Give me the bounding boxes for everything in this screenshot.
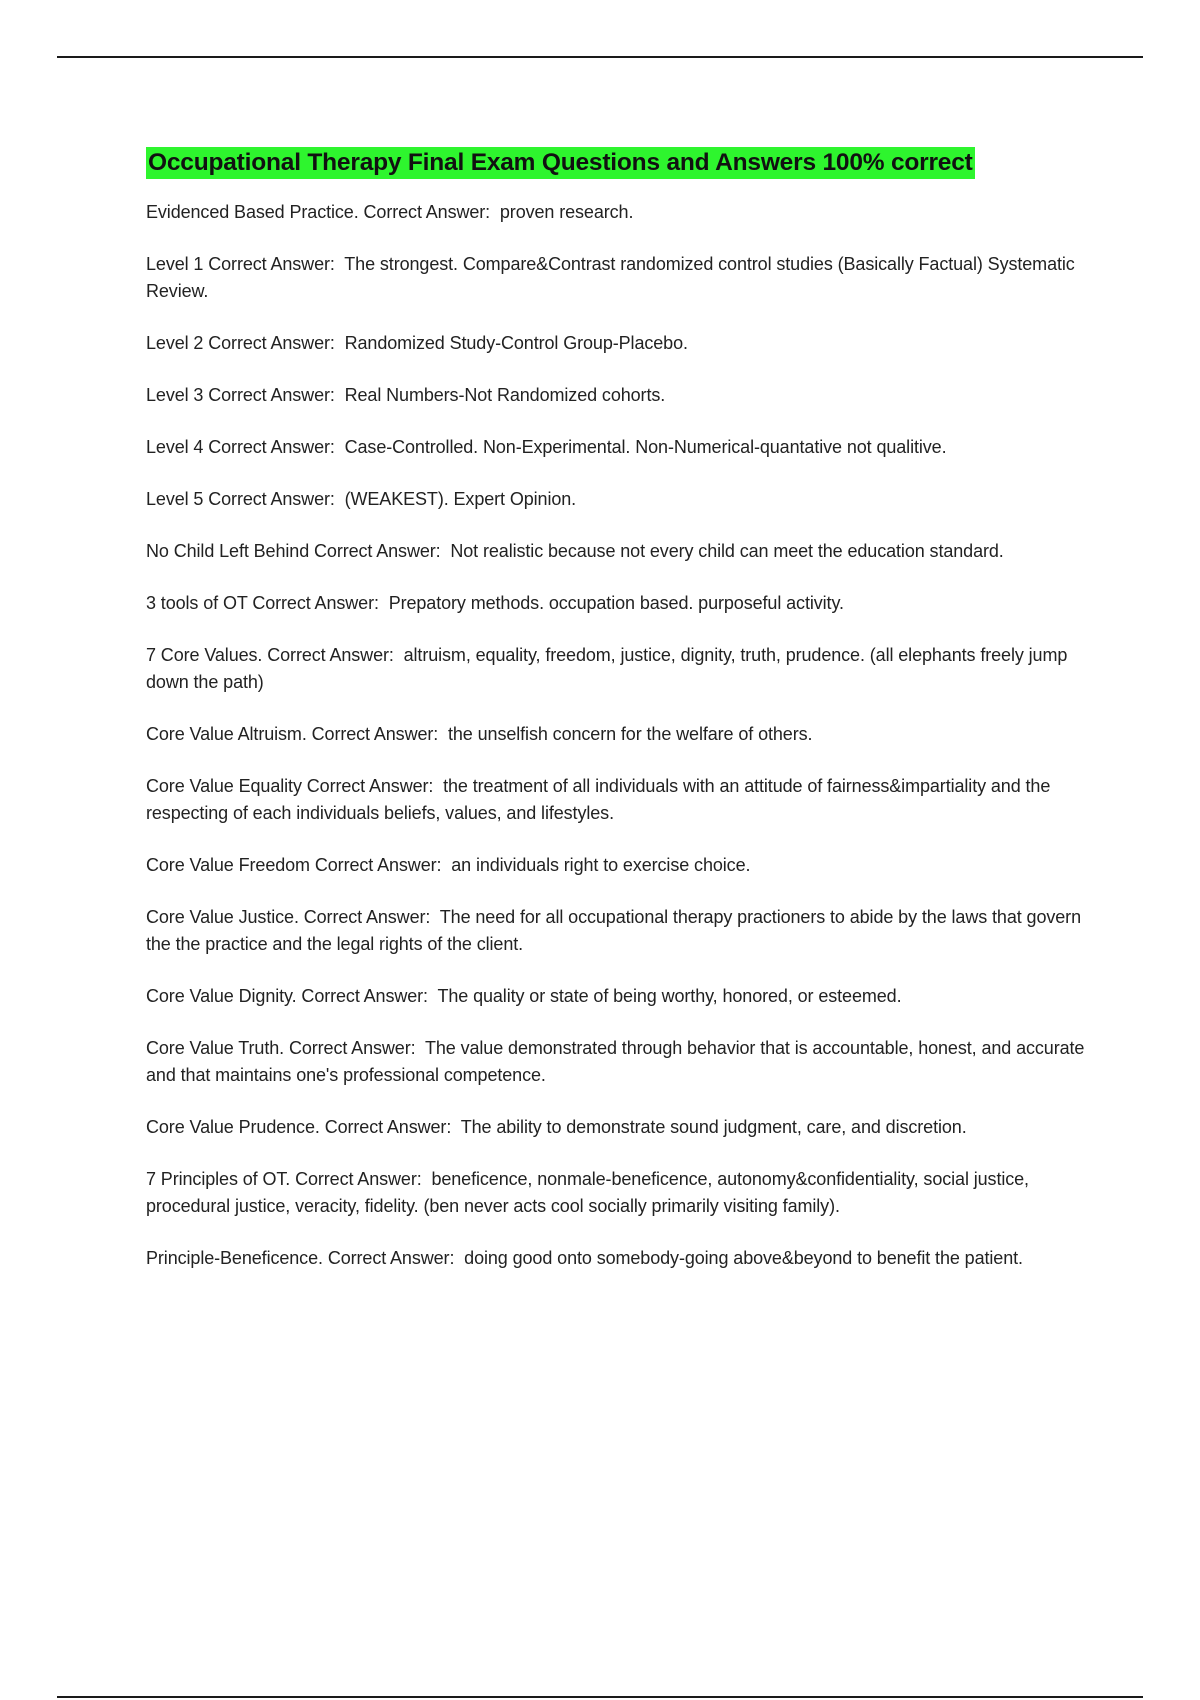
qa-answer: Not realistic because not every child can meet the education standard.: [450, 541, 1004, 561]
correct-answer-label: Correct Answer:: [208, 437, 335, 457]
qa-term: Level 1: [146, 254, 204, 274]
correct-answer-label: Correct Answer:: [314, 855, 442, 875]
qa-item: [146, 983, 1092, 1010]
qa-item: [146, 1245, 1092, 1272]
qa-item: [146, 1114, 1092, 1141]
qa-item: [146, 330, 1092, 357]
qa-answer: altruism, equality, freedom, justice, dignity, truth, prudence. (all elephants freely jump down the path): [146, 645, 1068, 692]
qa-term: Level 4: [146, 437, 204, 457]
qa-item: [146, 721, 1092, 748]
document-body: [146, 147, 1092, 1297]
correct-answer-label: Correct Answer:: [252, 593, 379, 613]
qa-term: 3 tools of OT: [146, 593, 248, 613]
qa-term: Core Value Prudence.: [146, 1117, 320, 1137]
qa-term: Core Value Freedom: [146, 855, 310, 875]
qa-answer: Real Numbers-Not Randomized cohorts.: [344, 385, 666, 405]
qa-term: 7 Core Values.: [146, 645, 263, 665]
qa-term: Principle-Beneficence.: [146, 1248, 323, 1268]
qa-term: Evidenced Based Practice.: [146, 202, 359, 222]
qa-item: [146, 486, 1092, 513]
qa-answer: Case-Controlled. Non-Experimental. Non-Numerical-quantative not qualitive.: [344, 437, 947, 457]
qa-term: 7 Principles of OT.: [146, 1169, 291, 1189]
qa-item: [146, 1166, 1092, 1220]
correct-answer-label: Correct Answer:: [301, 986, 428, 1006]
qa-answer: doing good onto somebody-going above&beyond to benefit the patient.: [464, 1248, 1023, 1268]
correct-answer-label: Correct Answer:: [324, 1117, 452, 1137]
qa-term: Core Value Justice.: [146, 907, 299, 927]
correct-answer-label: Correct Answer:: [288, 1038, 416, 1058]
qa-item: [146, 904, 1092, 958]
qa-item: [146, 773, 1092, 827]
qa-answer: (WEAKEST). Expert Opinion.: [344, 489, 577, 509]
qa-list: [146, 199, 1092, 1272]
qa-item: [146, 642, 1092, 696]
correct-answer-label: Correct Answer:: [314, 541, 441, 561]
correct-answer-label: Correct Answer:: [267, 645, 394, 665]
document-title: Occupational Therapy Final Exam Questions and Answers 100% correct: [146, 147, 975, 179]
correct-answer-label: Correct Answer:: [306, 776, 434, 796]
page-top-rule: [57, 56, 1143, 58]
qa-term: Level 2: [146, 333, 204, 353]
qa-item: [146, 251, 1092, 305]
correct-answer-label: Correct Answer:: [208, 489, 335, 509]
qa-answer: the unselfish concern for the welfare of others.: [448, 724, 813, 744]
page-bottom-rule: [57, 1696, 1143, 1698]
qa-answer: proven research.: [499, 202, 634, 222]
qa-answer: The need for all occupational therapy practioners to abide by the laws that govern the the practice and the legal rights of the client.: [146, 907, 1081, 954]
correct-answer-label: Correct Answer:: [303, 907, 431, 927]
correct-answer-label: Correct Answer:: [295, 1169, 422, 1189]
qa-item: [146, 590, 1092, 617]
qa-term: Level 3: [146, 385, 204, 405]
qa-term: Core Value Truth.: [146, 1038, 285, 1058]
qa-item: [146, 538, 1092, 565]
correct-answer-label: Correct Answer:: [327, 1248, 455, 1268]
correct-answer-label: Correct Answer:: [311, 724, 439, 744]
qa-term: Level 5: [146, 489, 204, 509]
qa-answer: Randomized Study-Control Group-Placebo.: [344, 333, 688, 353]
qa-item: [146, 434, 1092, 461]
qa-answer: The value demonstrated through behavior that is accountable, honest, and accurate and that maintains one's professional competence.: [146, 1038, 1085, 1085]
qa-term: Core Value Altruism.: [146, 724, 307, 744]
qa-term: No Child Left Behind: [146, 541, 310, 561]
correct-answer-label: Correct Answer:: [208, 385, 335, 405]
qa-item: [146, 199, 1092, 226]
qa-answer: Prepatory methods. occupation based. purposeful activity.: [388, 593, 844, 613]
correct-answer-label: Correct Answer:: [363, 202, 491, 222]
qa-answer: an individuals right to exercise choice.: [451, 855, 751, 875]
qa-answer: The quality or state of being worthy, honored, or esteemed.: [437, 986, 902, 1006]
qa-item: [146, 382, 1092, 409]
qa-answer: beneficence, nonmale-beneficence, autonomy&confidentiality, social justice, procedural justice, veracity, fidelity. (ben never acts cool socially primarily visiting family).: [146, 1169, 1029, 1216]
correct-answer-label: Correct Answer:: [208, 254, 335, 274]
qa-answer: the treatment of all individuals with an attitude of fairness&impartiality and the respecting of each individuals beliefs, values, and lifestyles.: [146, 776, 1051, 823]
qa-item: [146, 852, 1092, 879]
qa-answer: The strongest. Compare&Contrast randomized control studies (Basically Factual) Systematic Review.: [146, 254, 1075, 301]
qa-answer: The ability to demonstrate sound judgment, care, and discretion.: [460, 1117, 967, 1137]
qa-term: Core Value Equality: [146, 776, 302, 796]
qa-item: [146, 1035, 1092, 1089]
correct-answer-label: Correct Answer:: [208, 333, 335, 353]
qa-term: Core Value Dignity.: [146, 986, 297, 1006]
